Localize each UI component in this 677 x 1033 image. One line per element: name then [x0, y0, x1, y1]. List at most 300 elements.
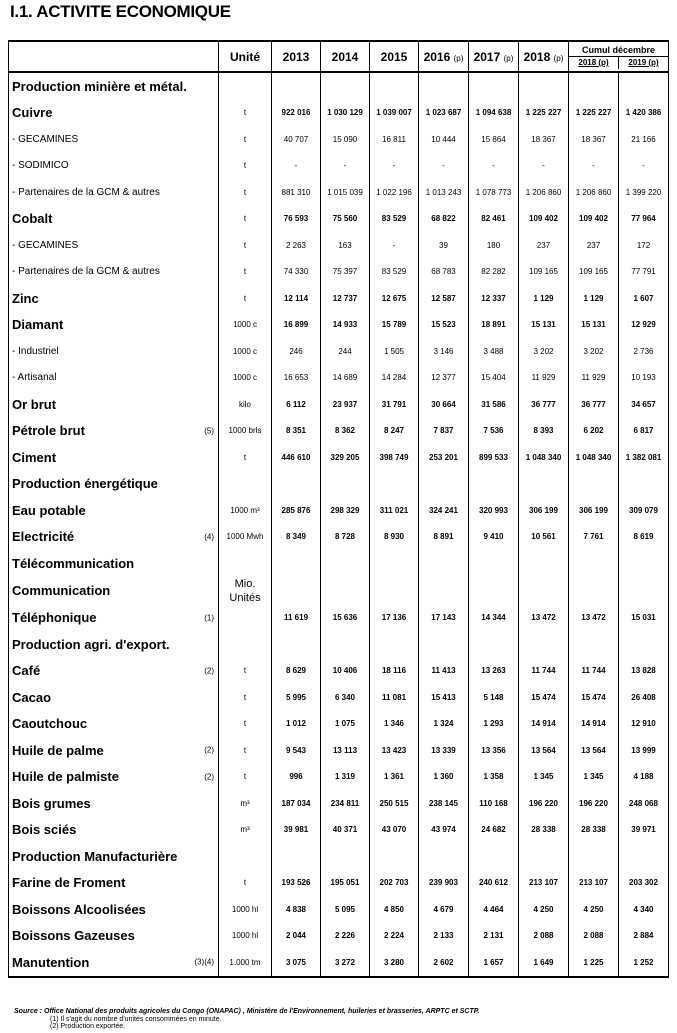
- value-cell: 14 914: [569, 711, 619, 738]
- table-row: [9, 338, 669, 365]
- value-cell: 68 822: [419, 206, 469, 233]
- value-cell: [272, 577, 321, 605]
- value-cell: 996: [272, 764, 321, 791]
- value-cell: [619, 72, 669, 100]
- value-cell: [619, 577, 669, 605]
- value-cell: 1 657: [469, 949, 519, 977]
- value-cell: 240 612: [469, 870, 519, 897]
- value-cell: [469, 471, 519, 498]
- value-cell: 3 272: [321, 949, 370, 977]
- value-cell: 23 937: [321, 391, 370, 418]
- unit-cell: [219, 72, 272, 100]
- value-cell: 1 030 129: [321, 100, 370, 127]
- value-cell: 12 737: [321, 285, 370, 312]
- row-label: Manutention: [12, 954, 90, 970]
- row-label-cell: [9, 100, 219, 127]
- unit-cell: 1000 hl: [219, 923, 272, 950]
- value-cell: 17 143: [419, 605, 469, 632]
- value-cell: 10 406: [321, 658, 370, 685]
- value-cell: 1 206 860: [569, 179, 619, 206]
- value-cell: 13 113: [321, 737, 370, 764]
- value-cell: 13 339: [419, 737, 469, 764]
- section-row: [9, 843, 669, 870]
- table-row: [9, 497, 669, 524]
- value-cell: 1 048 340: [519, 444, 569, 471]
- row-label: Bois sciés: [12, 822, 77, 838]
- value-cell: 5 148: [469, 684, 519, 711]
- value-cell: -: [619, 153, 669, 180]
- row-label: - Partenaires de la GCM & autres: [12, 266, 160, 278]
- row-note: (5): [204, 426, 214, 436]
- row-label: - Industriel: [12, 345, 59, 357]
- value-cell: 1 324: [419, 711, 469, 738]
- value-cell: 28 338: [569, 817, 619, 844]
- header-year-provisional: 2016 (p): [419, 41, 469, 72]
- value-cell: 1 420 386: [619, 100, 669, 127]
- table-row: [9, 444, 669, 471]
- value-cell: 1 048 340: [569, 444, 619, 471]
- value-cell: 8 629: [272, 658, 321, 685]
- header-year-provisional: 2018 (p): [519, 41, 569, 72]
- value-cell: [370, 72, 419, 100]
- value-cell: [469, 577, 519, 605]
- value-cell: [272, 550, 321, 577]
- value-cell: [370, 843, 419, 870]
- value-cell: 2 133: [419, 923, 469, 950]
- row-label-cell: [9, 524, 219, 551]
- row-label: Huile de palmiste: [12, 769, 119, 785]
- value-cell: [519, 631, 569, 658]
- value-cell: -: [519, 153, 569, 180]
- value-cell: 1 039 007: [370, 100, 419, 127]
- value-cell: 1 013 243: [419, 179, 469, 206]
- table-row: [9, 206, 669, 233]
- table-row: [9, 658, 669, 685]
- value-cell: [419, 471, 469, 498]
- value-cell: 4 250: [569, 896, 619, 923]
- value-cell: 24 682: [469, 817, 519, 844]
- row-label-cell: [9, 497, 219, 524]
- row-label: Boissons Alcoolisées: [12, 901, 146, 917]
- value-cell: 4 679: [419, 896, 469, 923]
- value-cell: 8 619: [619, 524, 669, 551]
- value-cell: 15 864: [469, 126, 519, 153]
- value-cell: 13 423: [370, 737, 419, 764]
- value-cell: 13 564: [569, 737, 619, 764]
- value-cell: 1 360: [419, 764, 469, 791]
- value-cell: 82 461: [469, 206, 519, 233]
- row-label: Huile de palme: [12, 742, 104, 758]
- header-unit: Unité: [219, 41, 272, 72]
- row-label: Caoutchouc: [12, 716, 88, 732]
- value-cell: 203 302: [619, 870, 669, 897]
- unit-cell: t: [219, 179, 272, 206]
- value-cell: 922 016: [272, 100, 321, 127]
- row-label: Cacao: [12, 689, 52, 705]
- value-cell: 13 472: [569, 605, 619, 632]
- value-cell: 1 649: [519, 949, 569, 977]
- unit-cell: [219, 550, 272, 577]
- value-cell: [272, 631, 321, 658]
- value-cell: 3 146: [419, 338, 469, 365]
- value-cell: 40 707: [272, 126, 321, 153]
- value-cell: 5 095: [321, 896, 370, 923]
- value-cell: [469, 843, 519, 870]
- value-cell: 75 560: [321, 206, 370, 233]
- value-cell: [619, 631, 669, 658]
- value-cell: 2 088: [519, 923, 569, 950]
- value-cell: [619, 550, 669, 577]
- row-label-cell: [9, 72, 219, 100]
- row-label: Téléphonique: [12, 610, 97, 626]
- value-cell: 13 564: [519, 737, 569, 764]
- section-row: [9, 631, 669, 658]
- page-title: I.1. ACTIVITE ECONOMIQUE: [10, 2, 231, 21]
- value-cell: [569, 550, 619, 577]
- value-cell: 4 250: [519, 896, 569, 923]
- value-cell: 8 393: [519, 418, 569, 445]
- footnote: (2) Production exportée.: [50, 1023, 126, 1030]
- value-cell: 9 543: [272, 737, 321, 764]
- unit-cell: t: [219, 737, 272, 764]
- value-cell: 18 367: [519, 126, 569, 153]
- value-cell: [569, 843, 619, 870]
- value-cell: 239 903: [419, 870, 469, 897]
- row-label: - SODIMICO: [12, 160, 69, 172]
- value-cell: 1 129: [569, 285, 619, 312]
- row-label-cell: [9, 923, 219, 950]
- value-cell: 16 811: [370, 126, 419, 153]
- row-label: - Artisanal: [12, 372, 57, 384]
- value-cell: [519, 72, 569, 100]
- value-cell: [321, 72, 370, 100]
- value-cell: 196 220: [569, 790, 619, 817]
- row-note: (2): [204, 745, 214, 755]
- value-cell: 9 410: [469, 524, 519, 551]
- section-row: [9, 72, 669, 100]
- value-cell: 6 202: [569, 418, 619, 445]
- table-row: [9, 259, 669, 286]
- value-cell: 187 034: [272, 790, 321, 817]
- value-cell: 30 664: [419, 391, 469, 418]
- value-cell: 8 930: [370, 524, 419, 551]
- value-cell: 6 817: [619, 418, 669, 445]
- table-row: [9, 418, 669, 445]
- value-cell: -: [321, 153, 370, 180]
- value-cell: 18 116: [370, 658, 419, 685]
- unit-cell: 1.000 tm: [219, 949, 272, 977]
- value-cell: 74 330: [272, 259, 321, 286]
- value-cell: [272, 471, 321, 498]
- value-cell: 13 356: [469, 737, 519, 764]
- table-row: [9, 232, 669, 259]
- row-label: Production minière et métal.: [12, 78, 187, 94]
- value-cell: 36 777: [569, 391, 619, 418]
- value-cell: [370, 550, 419, 577]
- row-label-cell: [9, 790, 219, 817]
- value-cell: 13 828: [619, 658, 669, 685]
- row-label-cell: [9, 711, 219, 738]
- value-cell: 1 078 773: [469, 179, 519, 206]
- table-row: [9, 179, 669, 206]
- value-cell: 2 602: [419, 949, 469, 977]
- value-cell: 17 136: [370, 605, 419, 632]
- row-note: (1): [204, 613, 214, 623]
- value-cell: 10 561: [519, 524, 569, 551]
- value-cell: 899 533: [469, 444, 519, 471]
- value-cell: [469, 631, 519, 658]
- value-cell: 109 402: [519, 206, 569, 233]
- value-cell: 13 999: [619, 737, 669, 764]
- value-cell: 15 090: [321, 126, 370, 153]
- value-cell: 8 247: [370, 418, 419, 445]
- row-label: Cuivre: [12, 105, 53, 121]
- row-note: (3)(4): [194, 957, 214, 967]
- row-label-cell: [9, 817, 219, 844]
- row-label-cell: [9, 391, 219, 418]
- value-cell: 11 413: [419, 658, 469, 685]
- value-cell: 14 344: [469, 605, 519, 632]
- unit-cell: t: [219, 870, 272, 897]
- unit-cell: t: [219, 764, 272, 791]
- value-cell: 244: [321, 338, 370, 365]
- value-cell: 246: [272, 338, 321, 365]
- row-label: Electricité: [12, 529, 75, 545]
- value-cell: 7 761: [569, 524, 619, 551]
- value-cell: 398 749: [370, 444, 419, 471]
- row-label-cell: [9, 764, 219, 791]
- value-cell: 195 051: [321, 870, 370, 897]
- value-cell: 14 914: [519, 711, 569, 738]
- value-cell: 248 068: [619, 790, 669, 817]
- row-label-cell: [9, 631, 219, 658]
- value-cell: 306 199: [519, 497, 569, 524]
- value-cell: 12 114: [272, 285, 321, 312]
- value-cell: 1 361: [370, 764, 419, 791]
- value-cell: 10 444: [419, 126, 469, 153]
- value-cell: 11 619: [272, 605, 321, 632]
- value-cell: 2 736: [619, 338, 669, 365]
- unit-cell: t: [219, 259, 272, 286]
- value-cell: [519, 843, 569, 870]
- row-label-cell: [9, 206, 219, 233]
- value-cell: [321, 631, 370, 658]
- value-cell: 1 382 081: [619, 444, 669, 471]
- table-row: [9, 285, 669, 312]
- unit-cell: t: [219, 285, 272, 312]
- value-cell: 40 371: [321, 817, 370, 844]
- section-row: [9, 471, 669, 498]
- unit-cell: t: [219, 444, 272, 471]
- value-cell: 446 610: [272, 444, 321, 471]
- header-year: 2014: [321, 41, 370, 72]
- value-cell: 13 263: [469, 658, 519, 685]
- value-cell: [519, 471, 569, 498]
- unit-cell: t: [219, 100, 272, 127]
- value-cell: -: [370, 232, 419, 259]
- value-cell: 253 201: [419, 444, 469, 471]
- section-row: [9, 550, 669, 577]
- row-label: Eau potable: [12, 502, 86, 518]
- row-label: Pétrole brut: [12, 423, 85, 439]
- value-cell: [569, 577, 619, 605]
- unit-cell: 1000 c: [219, 338, 272, 365]
- row-label-cell: [9, 285, 219, 312]
- value-cell: 329 205: [321, 444, 370, 471]
- value-cell: 4 850: [370, 896, 419, 923]
- value-cell: 15 131: [569, 312, 619, 339]
- value-cell: 4 340: [619, 896, 669, 923]
- value-cell: 2 884: [619, 923, 669, 950]
- row-label-cell: [9, 737, 219, 764]
- value-cell: 16 653: [272, 365, 321, 392]
- value-cell: 1 075: [321, 711, 370, 738]
- table-row: [9, 524, 669, 551]
- value-cell: 15 636: [321, 605, 370, 632]
- value-cell: 2 088: [569, 923, 619, 950]
- value-cell: 4 188: [619, 764, 669, 791]
- unit-cell: t: [219, 658, 272, 685]
- value-cell: [370, 577, 419, 605]
- row-label: Diamant: [12, 317, 64, 333]
- table-header-row: [9, 41, 669, 72]
- row-label-cell: [9, 577, 219, 605]
- header-cumul-title: Cumul décembre: [569, 44, 668, 57]
- value-cell: [419, 631, 469, 658]
- value-cell: -: [469, 153, 519, 180]
- value-cell: [419, 843, 469, 870]
- unit-cell: t: [219, 232, 272, 259]
- value-cell: 1 319: [321, 764, 370, 791]
- table-row: [9, 737, 669, 764]
- table-row: [9, 817, 669, 844]
- value-cell: 109 402: [569, 206, 619, 233]
- header-cumul-2019: 2019 (p): [618, 57, 668, 69]
- value-cell: [419, 577, 469, 605]
- value-cell: 234 811: [321, 790, 370, 817]
- row-label-cell: [9, 312, 219, 339]
- value-cell: 11 929: [569, 365, 619, 392]
- value-cell: [370, 631, 419, 658]
- value-cell: 82 282: [469, 259, 519, 286]
- value-cell: -: [419, 153, 469, 180]
- value-cell: 3 202: [569, 338, 619, 365]
- value-cell: 1 022 196: [370, 179, 419, 206]
- value-cell: 8 349: [272, 524, 321, 551]
- value-cell: 1 505: [370, 338, 419, 365]
- value-cell: [569, 631, 619, 658]
- row-label: Bois grumes: [12, 795, 91, 811]
- value-cell: [272, 72, 321, 100]
- unit-cell: t: [219, 684, 272, 711]
- unit-cell: t: [219, 206, 272, 233]
- value-cell: 68 783: [419, 259, 469, 286]
- value-cell: 15 131: [519, 312, 569, 339]
- row-label-cell: [9, 949, 219, 977]
- value-cell: [419, 72, 469, 100]
- value-cell: 28 338: [519, 817, 569, 844]
- value-cell: 110 168: [469, 790, 519, 817]
- value-cell: 75 397: [321, 259, 370, 286]
- value-cell: 13 472: [519, 605, 569, 632]
- row-label-cell: [9, 365, 219, 392]
- value-cell: 15 474: [569, 684, 619, 711]
- value-cell: 15 031: [619, 605, 669, 632]
- value-cell: [321, 843, 370, 870]
- unit-cell: m³: [219, 817, 272, 844]
- table-row: [9, 870, 669, 897]
- value-cell: 6 340: [321, 684, 370, 711]
- row-label: - GECAMINES: [12, 239, 79, 251]
- value-cell: 31 791: [370, 391, 419, 418]
- source-note: Source : Office National des produits agricoles du Congo (ONAPAC) , Ministère de l'Environnement, huileries et brasseries, ARPTC et SCTP.: [14, 1008, 480, 1015]
- header-cumul: [569, 41, 669, 72]
- value-cell: -: [370, 153, 419, 180]
- row-label: - GECAMINES: [12, 133, 79, 145]
- row-label-cell: [9, 444, 219, 471]
- row-label: Production agri. d'export.: [12, 636, 170, 652]
- value-cell: 1 293: [469, 711, 519, 738]
- value-cell: 7 536: [469, 418, 519, 445]
- economic-activity-table: [8, 40, 669, 978]
- value-cell: 26 408: [619, 684, 669, 711]
- value-cell: [419, 550, 469, 577]
- value-cell: 15 474: [519, 684, 569, 711]
- unit-cell: kilo: [219, 391, 272, 418]
- value-cell: 3 202: [519, 338, 569, 365]
- value-cell: 1 252: [619, 949, 669, 977]
- unit-cell: t: [219, 126, 272, 153]
- row-label-cell: [9, 658, 219, 685]
- header-label-cell: [9, 41, 219, 72]
- value-cell: 18 891: [469, 312, 519, 339]
- header-cumul-2018: 2018 (p): [578, 58, 609, 67]
- value-cell: 172: [619, 232, 669, 259]
- table-row: [9, 605, 669, 632]
- table-row: [9, 896, 669, 923]
- row-note: (2): [204, 666, 214, 676]
- value-cell: [619, 843, 669, 870]
- value-cell: 31 586: [469, 391, 519, 418]
- value-cell: [569, 471, 619, 498]
- value-cell: [321, 550, 370, 577]
- value-cell: 11 744: [569, 658, 619, 685]
- row-label-cell: [9, 843, 219, 870]
- row-label: Production Manufacturière: [12, 848, 178, 864]
- row-label: Café: [12, 663, 41, 679]
- unit-cell: 1000 c: [219, 365, 272, 392]
- row-label-cell: [9, 550, 219, 577]
- value-cell: 14 933: [321, 312, 370, 339]
- row-label: Communication: [12, 583, 111, 598]
- footnote: (1) Il s'agit du nombre d'unités consommées en minute.: [50, 1015, 222, 1023]
- value-cell: 39 981: [272, 817, 321, 844]
- value-cell: 12 910: [619, 711, 669, 738]
- value-cell: 237: [569, 232, 619, 259]
- unit-cell: 1000 Mwh: [219, 524, 272, 551]
- value-cell: [519, 550, 569, 577]
- value-cell: 15 523: [419, 312, 469, 339]
- value-cell: 3 075: [272, 949, 321, 977]
- value-cell: 3 280: [370, 949, 419, 977]
- table-row: [9, 312, 669, 339]
- unit-cell: [219, 605, 272, 632]
- value-cell: 109 165: [519, 259, 569, 286]
- value-cell: 1 094 638: [469, 100, 519, 127]
- value-cell: 250 515: [370, 790, 419, 817]
- value-cell: 8 362: [321, 418, 370, 445]
- value-cell: [569, 72, 619, 100]
